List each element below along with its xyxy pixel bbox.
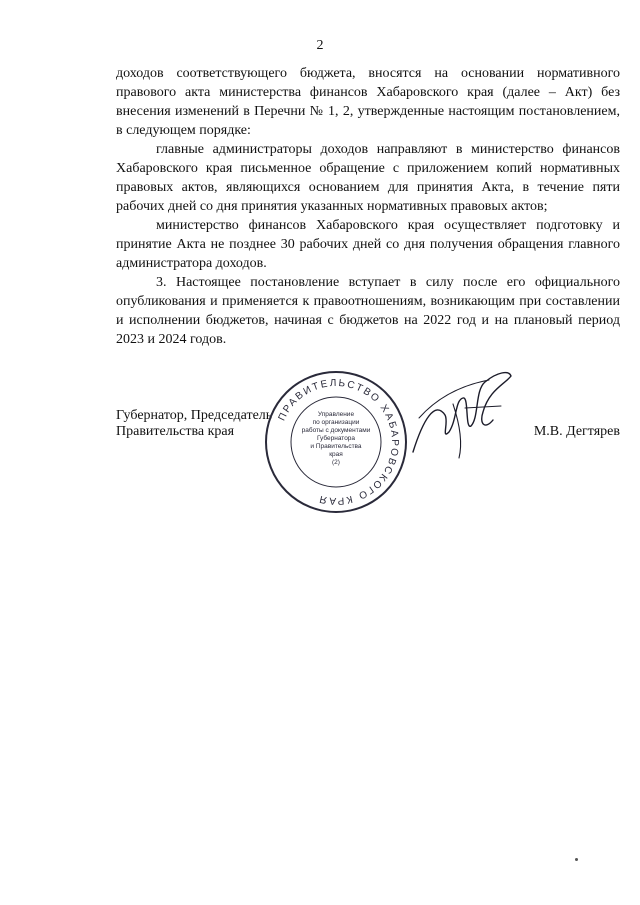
page-number: 2 <box>316 38 324 53</box>
scan-speck <box>575 858 578 861</box>
handwritten-signature <box>405 360 515 470</box>
signatory-title <box>116 408 272 440</box>
seal-line-7: (2) <box>332 459 340 466</box>
seal-line-4: Губернатора <box>316 435 356 442</box>
paragraph-effective-date: 3. Настоящее постановление вступает в силу после его официального опубликования и применяется к правоотношениям, возникающим при составлении и исполнении бюджетов, начиная с бюджетов на 2022 год и на плановый период 2023 и 2024 годов. <box>116 275 620 347</box>
paragraph-continuation: доходов соответствующего бюджета, вносятся на основании нормативного правового акта министерства финансов Хабаровского края (далее – Акт) без внесения изменений в Перечни № 1, 2, утвержденные настоящим постановлением, в следующем порядке: <box>116 66 620 138</box>
signatory-title-line2: Правительства края <box>116 424 235 439</box>
paragraph-ministry: министерство финансов Хабаровского края осуществляет подготовку и принятие Акта не позднее 30 рабочих дней со дня получения обращения главного администратора доходов. <box>116 218 620 271</box>
official-seal <box>262 368 410 516</box>
paragraph-administrators: главные администраторы доходов направляют в министерство финансов Хабаровского края письменное обращение с приложением копий нормативных правовых актов, являющихся основанием для принятия Акта, в течение пяти рабочих дней со дня принятия указанных нормативных правовых актов; <box>116 142 620 214</box>
document-body <box>116 64 620 349</box>
signatory-name: М.В. Дегтярев <box>533 424 620 439</box>
seal-outer-text: ПРАВИТЕЛЬСТВО ХАБАРОВСКОГО КРАЯ <box>276 377 401 507</box>
seal-line-6: края <box>329 451 343 458</box>
seal-line-2: по организации <box>312 419 360 426</box>
seal-line-3: работы с документами <box>301 427 371 434</box>
seal-line-5: и Правительства <box>310 443 362 450</box>
seal-line-1: Управление <box>317 411 355 418</box>
signatory-title-line1: Губернатор, Председатель <box>116 408 273 423</box>
